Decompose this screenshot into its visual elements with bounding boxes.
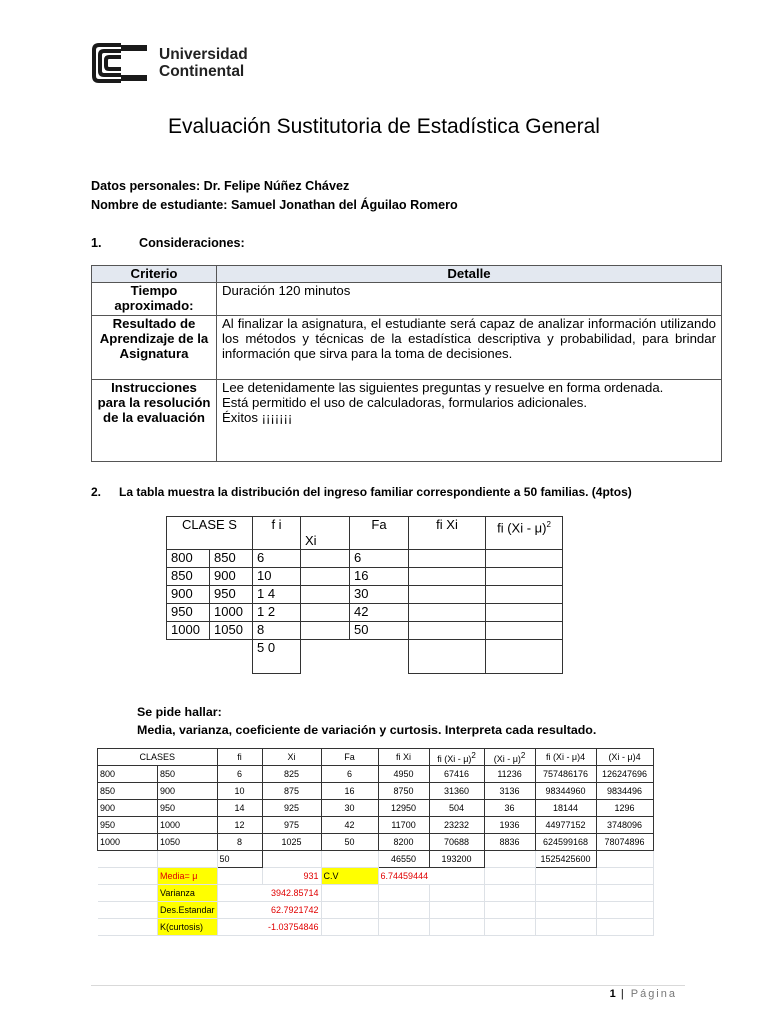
income-cell: 800 [167,550,210,568]
excel-empty [484,902,535,919]
section1-number: 1. [91,236,102,250]
student-name: Nombre de estudiante: Samuel Jonathan del Águilao Romero [91,198,458,212]
excel-cell: 11700 [378,817,429,834]
income-cell [409,568,486,586]
excel-empty [484,868,535,885]
excel-empty [321,902,378,919]
income-header-clases: CLASE S [167,517,253,550]
income-cell [409,604,486,622]
excel-cell: 6 [217,766,262,783]
criteria-row [92,380,722,462]
income-cell: 950 [167,604,210,622]
footer-separator: | [620,988,626,1000]
income-cell: 1 2 [253,604,301,622]
excel-cell: 126247696 [596,766,653,783]
excel-cell: 23232 [429,817,484,834]
excel-cell: 900 [158,783,218,800]
excel-cell: 36 [484,800,535,817]
excel-header-xi4: (Xi - μ)4 [596,749,653,766]
excel-totals-row [98,851,654,868]
excel-cell: 850 [158,766,218,783]
income-cell: 42 [350,604,409,622]
income-cell: 30 [350,586,409,604]
income-header-row [167,517,563,550]
income-cell: 850 [167,568,210,586]
cv-value: 6.74459444 [378,868,484,885]
excel-empty [98,919,158,936]
excel-cell: 98344960 [535,783,596,800]
income-cell [409,622,486,640]
excel-empty [596,851,653,868]
excel-empty [98,851,158,868]
excel-cell: 8836 [484,834,535,851]
excel-cell: 1025 [262,834,321,851]
income-cell: 1050 [210,622,253,640]
excel-cell: 850 [98,783,158,800]
income-cell [409,550,486,568]
income-cell: 1 4 [253,586,301,604]
excel-cell: 8750 [378,783,429,800]
excel-empty [217,868,262,885]
criteria-row [92,316,722,380]
excel-cell: 14 [217,800,262,817]
excel-row [98,800,654,817]
income-header-fi: f i [253,517,301,550]
excel-empty [596,919,653,936]
page-footer [610,988,677,1000]
excel-empty [429,885,484,902]
excel-cell: 1296 [596,800,653,817]
excel-header-fixi2: fi (Xi - μ)$^2$ [429,749,484,766]
income-cell [409,640,486,674]
excel-total-fi: 50 [217,851,262,868]
media-value: 931 [262,868,321,885]
income-empty [350,640,409,674]
excel-row [98,817,654,834]
excel-cell: 1050 [158,834,218,851]
excel-cell: 900 [98,800,158,817]
income-cell: 10 [253,568,301,586]
excel-cell: 16 [321,783,378,800]
excel-cell: 11236 [484,766,535,783]
income-cell: 6 [350,550,409,568]
income-total: 5 0 [253,640,301,674]
varianza-label: Varianza [158,885,218,902]
income-cell [301,586,350,604]
excel-empty [158,851,218,868]
excel-empty [378,919,429,936]
income-row [167,586,563,604]
excel-empty [484,885,535,902]
excel-cell: 875 [262,783,321,800]
excel-empty [321,851,378,868]
excel-empty [484,919,535,936]
criteria-header-criterio: Criterio [92,266,217,283]
income-cell [301,550,350,568]
criteria-table [91,265,722,462]
income-header-fixi2: fi (Xi - μ)$^2$ [486,517,563,550]
personal-data: Datos personales: Dr. Felipe Núñez Chávez [91,179,350,193]
excel-empty [262,851,321,868]
varianza-value: 3942.85714 [217,885,321,902]
income-table [166,516,563,674]
income-row [167,604,563,622]
income-cell: 850 [210,550,253,568]
excel-cell: 624599168 [535,834,596,851]
income-cell: 8 [253,622,301,640]
excel-cell: 1000 [98,834,158,851]
excel-header-fixi: fi Xi [378,749,429,766]
excel-stats-row [98,885,654,902]
desv-label: Des.Estandar [158,902,218,919]
income-cell [301,568,350,586]
instruction-line: Éxitos ¡¡¡¡¡¡¡ [222,410,293,425]
income-header-fixi: fi Xi [409,517,486,550]
excel-empty [98,868,158,885]
excel-cell: 4950 [378,766,429,783]
logo-line1: Universidad [159,46,248,63]
excel-row [98,834,654,851]
income-header-xi: Xi [301,517,350,550]
income-cell [486,640,563,674]
income-cell [486,550,563,568]
excel-cell: 10 [217,783,262,800]
excel-empty [535,902,596,919]
income-empty [210,640,253,674]
income-row [167,622,563,640]
excel-header-xi: Xi [262,749,321,766]
k-value: -1.03754846 [217,919,321,936]
excel-cell: 800 [98,766,158,783]
excel-empty [429,919,484,936]
income-cell: 950 [210,586,253,604]
excel-empty [321,885,378,902]
income-cell: 900 [210,568,253,586]
income-cell [486,568,563,586]
page-label: Página [630,988,677,1000]
criteria-header-row [92,266,722,283]
ask-line2: Media, varianza, coeficiente de variación y curtosis. Interpreta cada resultado. [137,723,597,737]
excel-cell: 1000 [158,817,218,834]
criteria-cell-right [217,380,722,462]
excel-cell: 757486176 [535,766,596,783]
excel-table [97,748,654,936]
logo-line2: Continental [159,63,245,80]
income-total-row [167,640,563,674]
excel-header-fixi4: fi (Xi - μ)4 [535,749,596,766]
income-cell: 6 [253,550,301,568]
excel-empty [98,902,158,919]
excel-cell: 1936 [484,817,535,834]
income-cell: 900 [167,586,210,604]
excel-stats-row [98,902,654,919]
income-cell: 16 [350,568,409,586]
logo-mark-icon [91,42,151,84]
criteria-cell-left: Instrucciones para la resolución de la evaluación [92,380,217,462]
income-cell: 1000 [210,604,253,622]
excel-header-fa: Fa [321,749,378,766]
criteria-header-detalle: Detalle [217,266,722,283]
excel-cell: 925 [262,800,321,817]
excel-header-xi2: (Xi - μ)$^2$ [484,749,535,766]
excel-cell: 70688 [429,834,484,851]
excel-empty [321,919,378,936]
excel-empty [596,885,653,902]
cv-label: C.V [321,868,378,885]
excel-cell: 8200 [378,834,429,851]
footer-divider [91,985,685,986]
excel-total-fixi4: 1525425600 [535,851,596,868]
instruction-line: Lee detenidamente las siguientes preguntas y resuelve en forma ordenada. [222,380,664,395]
income-cell [486,586,563,604]
income-empty [167,640,210,674]
excel-empty [484,851,535,868]
income-row [167,550,563,568]
university-logo [91,42,248,84]
section2-number: 2. [91,485,102,499]
excel-header-fi: fi [217,749,262,766]
income-cell: 50 [350,622,409,640]
income-header-fa: Fa [350,517,409,550]
instruction-line: Está permitido el uso de calculadoras, formularios adicionales. [222,395,588,410]
excel-cell: 6 [321,766,378,783]
k-label: K(curtosis) [158,919,218,936]
income-cell [301,604,350,622]
income-cell [486,622,563,640]
excel-header-row [98,749,654,766]
income-cell [301,622,350,640]
excel-cell: 950 [98,817,158,834]
excel-cell: 67416 [429,766,484,783]
excel-cell: 504 [429,800,484,817]
excel-empty [596,868,653,885]
income-cell: 1000 [167,622,210,640]
desv-value: 62.7921742 [217,902,321,919]
excel-empty [378,902,429,919]
excel-empty [98,885,158,902]
excel-empty [535,885,596,902]
section1-heading [91,236,245,250]
income-cell [486,604,563,622]
excel-cell: 78074896 [596,834,653,851]
excel-empty [596,902,653,919]
excel-cell: 42 [321,817,378,834]
excel-cell: 950 [158,800,218,817]
excel-cell: 31360 [429,783,484,800]
excel-cell: 9834496 [596,783,653,800]
excel-stats-row [98,868,654,885]
criteria-cell-right: Duración 120 minutos [217,283,722,316]
excel-total-fixi2: 193200 [429,851,484,868]
excel-empty [535,919,596,936]
criteria-cell-left: Tiempo aproximado: [92,283,217,316]
excel-cell: 8 [217,834,262,851]
excel-empty [378,885,429,902]
excel-stats-row [98,919,654,936]
excel-header-clases: CLASES [98,749,218,766]
excel-cell: 44977152 [535,817,596,834]
criteria-cell-left: Resultado de Aprendizaje de la Asignatura [92,316,217,380]
excel-cell: 3136 [484,783,535,800]
section2-heading [91,485,632,499]
income-empty [301,640,350,674]
excel-cell: 975 [262,817,321,834]
excel-cell: 825 [262,766,321,783]
excel-cell: 12 [217,817,262,834]
section2-label: La tabla muestra la distribución del ingreso familiar correspondiente a 50 familias. (4ptos) [119,485,632,499]
excel-cell: 3748096 [596,817,653,834]
excel-empty [429,902,484,919]
excel-cell: 12950 [378,800,429,817]
section1-label: Consideraciones: [139,236,245,250]
excel-cell: 18144 [535,800,596,817]
page-number: 1 [609,988,616,1000]
excel-cell: 50 [321,834,378,851]
media-label: Media= μ [158,868,218,885]
excel-row [98,783,654,800]
excel-row [98,766,654,783]
criteria-cell-right: Al finalizar la asignatura, el estudiante será capaz de analizar información utilizando los métodos y técnicas de la estadística descriptiva y probabilidad, para brindar información que sirva para la toma de decisiones. [217,316,722,380]
income-cell [409,586,486,604]
criteria-row [92,283,722,316]
excel-cell: 30 [321,800,378,817]
income-row [167,568,563,586]
document-title: Evaluación Sustitutoria de Estadística General [168,115,600,138]
excel-empty [535,868,596,885]
ask-line1: Se pide hallar: [137,705,222,719]
excel-total-fixi: 46550 [378,851,429,868]
